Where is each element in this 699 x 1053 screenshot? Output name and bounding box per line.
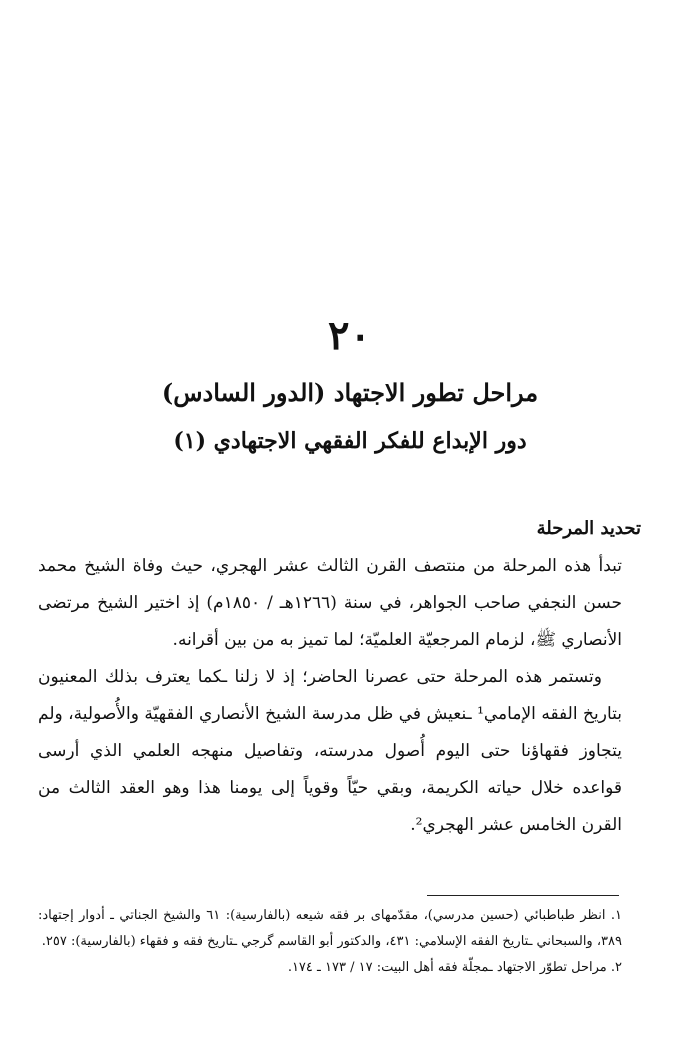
section-heading: تحديد المرحلة	[536, 518, 641, 539]
chapter-title: مراحل تطور الاجتهاد (الدور السادس)	[161, 378, 539, 407]
body-text	[38, 548, 622, 844]
footnote-item: ٢. مراحل تطوّر الاجتهاد ـمجلّة فقه أهل البيت: ١٧ / ١٧٣ ـ ١٧٤.	[287, 960, 622, 975]
footnote-item: ١. انظر طباطبائي (حسين مدرسي)، مقدّمهاى بر فقه شيعه (بالفارسية): ٦١ والشيخ الجناتي ـ أدوار إجتهاد: ٣٨٩، والسبحاني ـتاريخ الفقه الإسلامي: ٤٣١، والدكتور أبو القاسم گرجي ـتاريخ فقه و فقهاء (بالفارسية): ٢٥٧.	[38, 908, 622, 949]
footnotes	[38, 903, 622, 981]
body-paragraph: تبدأ هذه المرحلة من منتصف القرن الثالث عشر الهجري، حيث وفاة الشيخ محمد حسن النجفي صاحب الجواهر، في سنة (١٢٦٦هـ / ١٨٥٠م) إذ اختير الشيخ مرتضى الأنصاري ﷺ، لزمام المرجعيّة العلميّة؛ لما تميز به من بين أقرانه.	[38, 556, 622, 650]
chapter-number: ٢٠	[328, 312, 371, 359]
chapter-subtitle: دور الإبداع للفكر الفقهي الاجتهادي (١)	[173, 428, 527, 454]
body-paragraph: وتستمر هذه المرحلة حتى عصرنا الحاضر؛ إذ لا زلنا ـكما يعترف بذلك المعنيون بتاريخ الفقه الإمامي¹ ـنعيش في ظل مدرسة الشيخ الأنصاري الفقهيّة والأُصولية، ولم يتجاوز فقهاؤنا حتى اليوم أُصول مدرسته، وتفاصيل منهجه العلمي الذي أرسى قواعده خلال حياته الكريمة، وبقي حيّاً وقوياً إلى يومنا هذا وهو العقد الثالث من القرن الخامس عشر الهجري².	[38, 667, 622, 835]
footnote-divider	[427, 895, 619, 896]
